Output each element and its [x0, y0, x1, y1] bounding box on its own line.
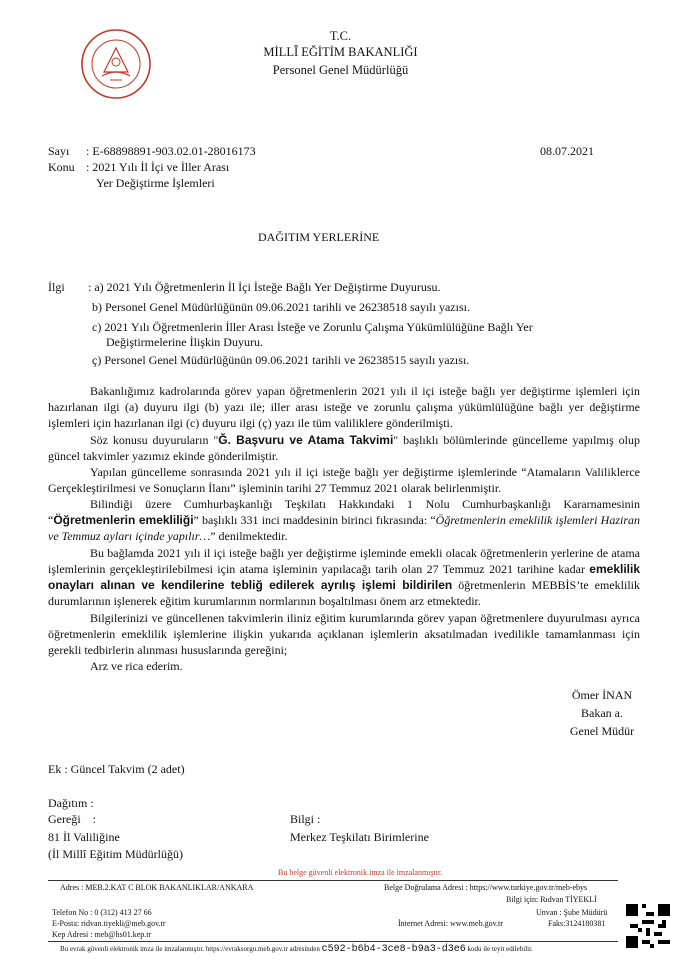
e-sign-notice: Bu belge güvenli elektronik imza ile imzalanmıştır. [278, 868, 443, 877]
gerehi-2: (İl Millî Eğitim Müdürlüğü) [48, 847, 183, 861]
distribution-label: Dağıtım : [48, 796, 94, 810]
paragraph-5: Bu bağlamda 2021 yılı il içi isteğe bağlı yer değiştirme işleminde emekli olacak öğretmenlerin yerlerine de atama işlemlerinin gerçekleştirilebilmesi için atama işleminin yapılacağı tarih olan 27 Temmuz 2021 tarihine kadar emeklilik onayları alınan ve kendilerine tebliğ edilerek ayrılış işlemi bildirilen öğretmenlerin MEBBİS’te emeklilik durumlarının işlenerek eğitim kurumlarının normlarının boşaltılması önem arz etmektedir. [48, 546, 640, 608]
ilgi-label: İlgi [48, 280, 65, 294]
paragraph-4: Bilindiği üzere Cumhurbaşkanlığı Teşkilatı Hakkındaki 1 Nolu Cumhurbaşkanlığı Kararnamesinin “Öğretmenlerin emekliliği” başlıklı 331 inci maddesinin birinci fıkrasında: “Öğretmenlerin emeklilik işlemleri Haziran ve Temmuz ayları içinde yapılır…” denilmektedir. [48, 497, 640, 543]
konu-label: Konu [48, 160, 75, 174]
ilgi-c-cont: Değiştirmelerine İlişkin Duyuru. [106, 335, 263, 349]
paragraph-2: Söz konusu duyuruların "Ğ. Başvuru ve Atama Takvimi" başlıklı bölümlerinde güncelleme yapılmış olup güncel takvimler yazımız ekinde gönderilmiştir. [48, 433, 641, 463]
konu-value: : 2021 Yılı İl İçi ve İller Arası [86, 160, 230, 174]
sayi-value: : E-68898891-903.02.01-28016173 [86, 144, 256, 158]
signatory-name: Ömer İNAN [571, 688, 633, 702]
ilgi-d: ç) Personel Genel Müdürlüğünün 09.06.2021 tarihli ve 26238515 sayılı yazısı. [92, 353, 470, 367]
header-ministry: MİLLÎ EĞİTİM BAKANLIĞI [263, 45, 418, 59]
footer-fax: Faks:3124180381 [548, 919, 606, 928]
footer-email: E-Posta: ridvan.tiyekli@meb.gov.tr [52, 919, 166, 928]
footer-verification: Bu evrak güvenli elektronik imza ile imzalanmıştır. https://evraksorgu.meb.gov.tr adresinden c592-b6b4-3ce8-b9a3-d3e6 kodu ile teyit edilebilir. [60, 944, 533, 955]
ilgi-b: b) Personel Genel Müdürlüğünün 09.06.2021 tarihli ve 26238518 sayılı yazısı. [92, 300, 470, 314]
qr-code-icon [626, 904, 670, 948]
recipient-heading: DAĞITIM YERLERİNE [258, 230, 380, 244]
paragraph-7: Arz ve rica ederim. [90, 659, 183, 673]
footer-divider-2 [48, 941, 618, 942]
footer-address: Adres : MEB.2.KAT C BLOK BAKANLIKLAR/ANKARA [60, 883, 254, 892]
header-tc: T.C. [329, 29, 352, 43]
header-department: Personel Genel Müdürlüğü [272, 63, 409, 77]
konu-value-2: Yer Değiştirme İşlemleri [96, 176, 215, 190]
ilgi-a: : a) 2021 Yılı Öğretmenlerin İl İçi İsteğe Bağlı Yer Değiştirme Duyurusu. [88, 280, 441, 294]
footer-kep: Kep Adresi : meb@hs01.kep.tr [52, 930, 152, 939]
signatory-title-2: Genel Müdür [569, 724, 635, 738]
paragraph-1: Bakanlığımız kadrolarında görev yapan öğretmenlerin 2021 yılı il içi isteğe bağlı yer değiştirme işlemleri için hazırlanan ilgi (a) duyuru ilgi (b) yazı ile; iller arası isteğe ve zorunlu çalışma yükümlülüğüne bağlı yer değiştirme işlemleri için hazırlanan ilgi (c) duyuru ilgi (ç) yazı ile tüm valiliklere gönderilmişti. [48, 384, 640, 430]
ilgi-c: c) 2021 Yılı Öğretmenlerin İller Arası İsteğe ve Zorunlu Çalışma Yükümlülüğüne Bağlı Yer [92, 320, 533, 334]
ministry-seal [80, 28, 152, 100]
signatory-title-1: Bakan a. [581, 706, 623, 720]
attachment: Ek : Güncel Takvim (2 adet) [48, 762, 185, 776]
gerehi-1: 81 İl Valiliğine [48, 830, 120, 844]
footer-title: Unvan : Şube Müdürü [536, 908, 608, 917]
footer-verify-url: Belge Doğrulama Adresi : https://www.turkiye.gov.tr/meb-ebys [384, 883, 588, 892]
bilgi-label: Bilgi : [290, 812, 321, 826]
document-date: 08.07.2021 [540, 144, 594, 158]
footer-website: İnternet Adresi: www.meb.gov.tr [398, 919, 503, 928]
paragraph-6: Bilgilerinizi ve güncellenen takvimlerin iliniz eğitim kurumlarında görev yapan öğretmenlere duyurulması ayrıca öğretmenlerin emeklilik işlemlerine ilişkin yukarıda açıklanan işlemlerin aksatılmadan ivedilikle tamamlanması için gerekli tedbirlerin alınması hususlarında gereğini; [48, 611, 640, 657]
bilgi-1: Merkez Teşkilatı Birimlerine [290, 830, 429, 844]
footer-phone: Telefon No : 0 (312) 413 27 66 [52, 908, 152, 917]
sayi-label: Sayı [48, 144, 70, 158]
footer-divider [48, 880, 618, 881]
gerehi-label: Gereği : [48, 812, 96, 826]
paragraph-3: Yapılan güncelleme sonrasında 2021 yılı il içi isteğe bağlı yer değiştirme işlemlerinde “Atamaların Valiliklerce Gerçekleştirilmesi ve Sonuçların İlanı” işleminin tarihi 27 Temmuz 2021 olarak belirlenmiştir. [48, 465, 640, 495]
footer-contact-person: Bilgi için: Rıdvan TİYEKLİ [506, 895, 597, 904]
